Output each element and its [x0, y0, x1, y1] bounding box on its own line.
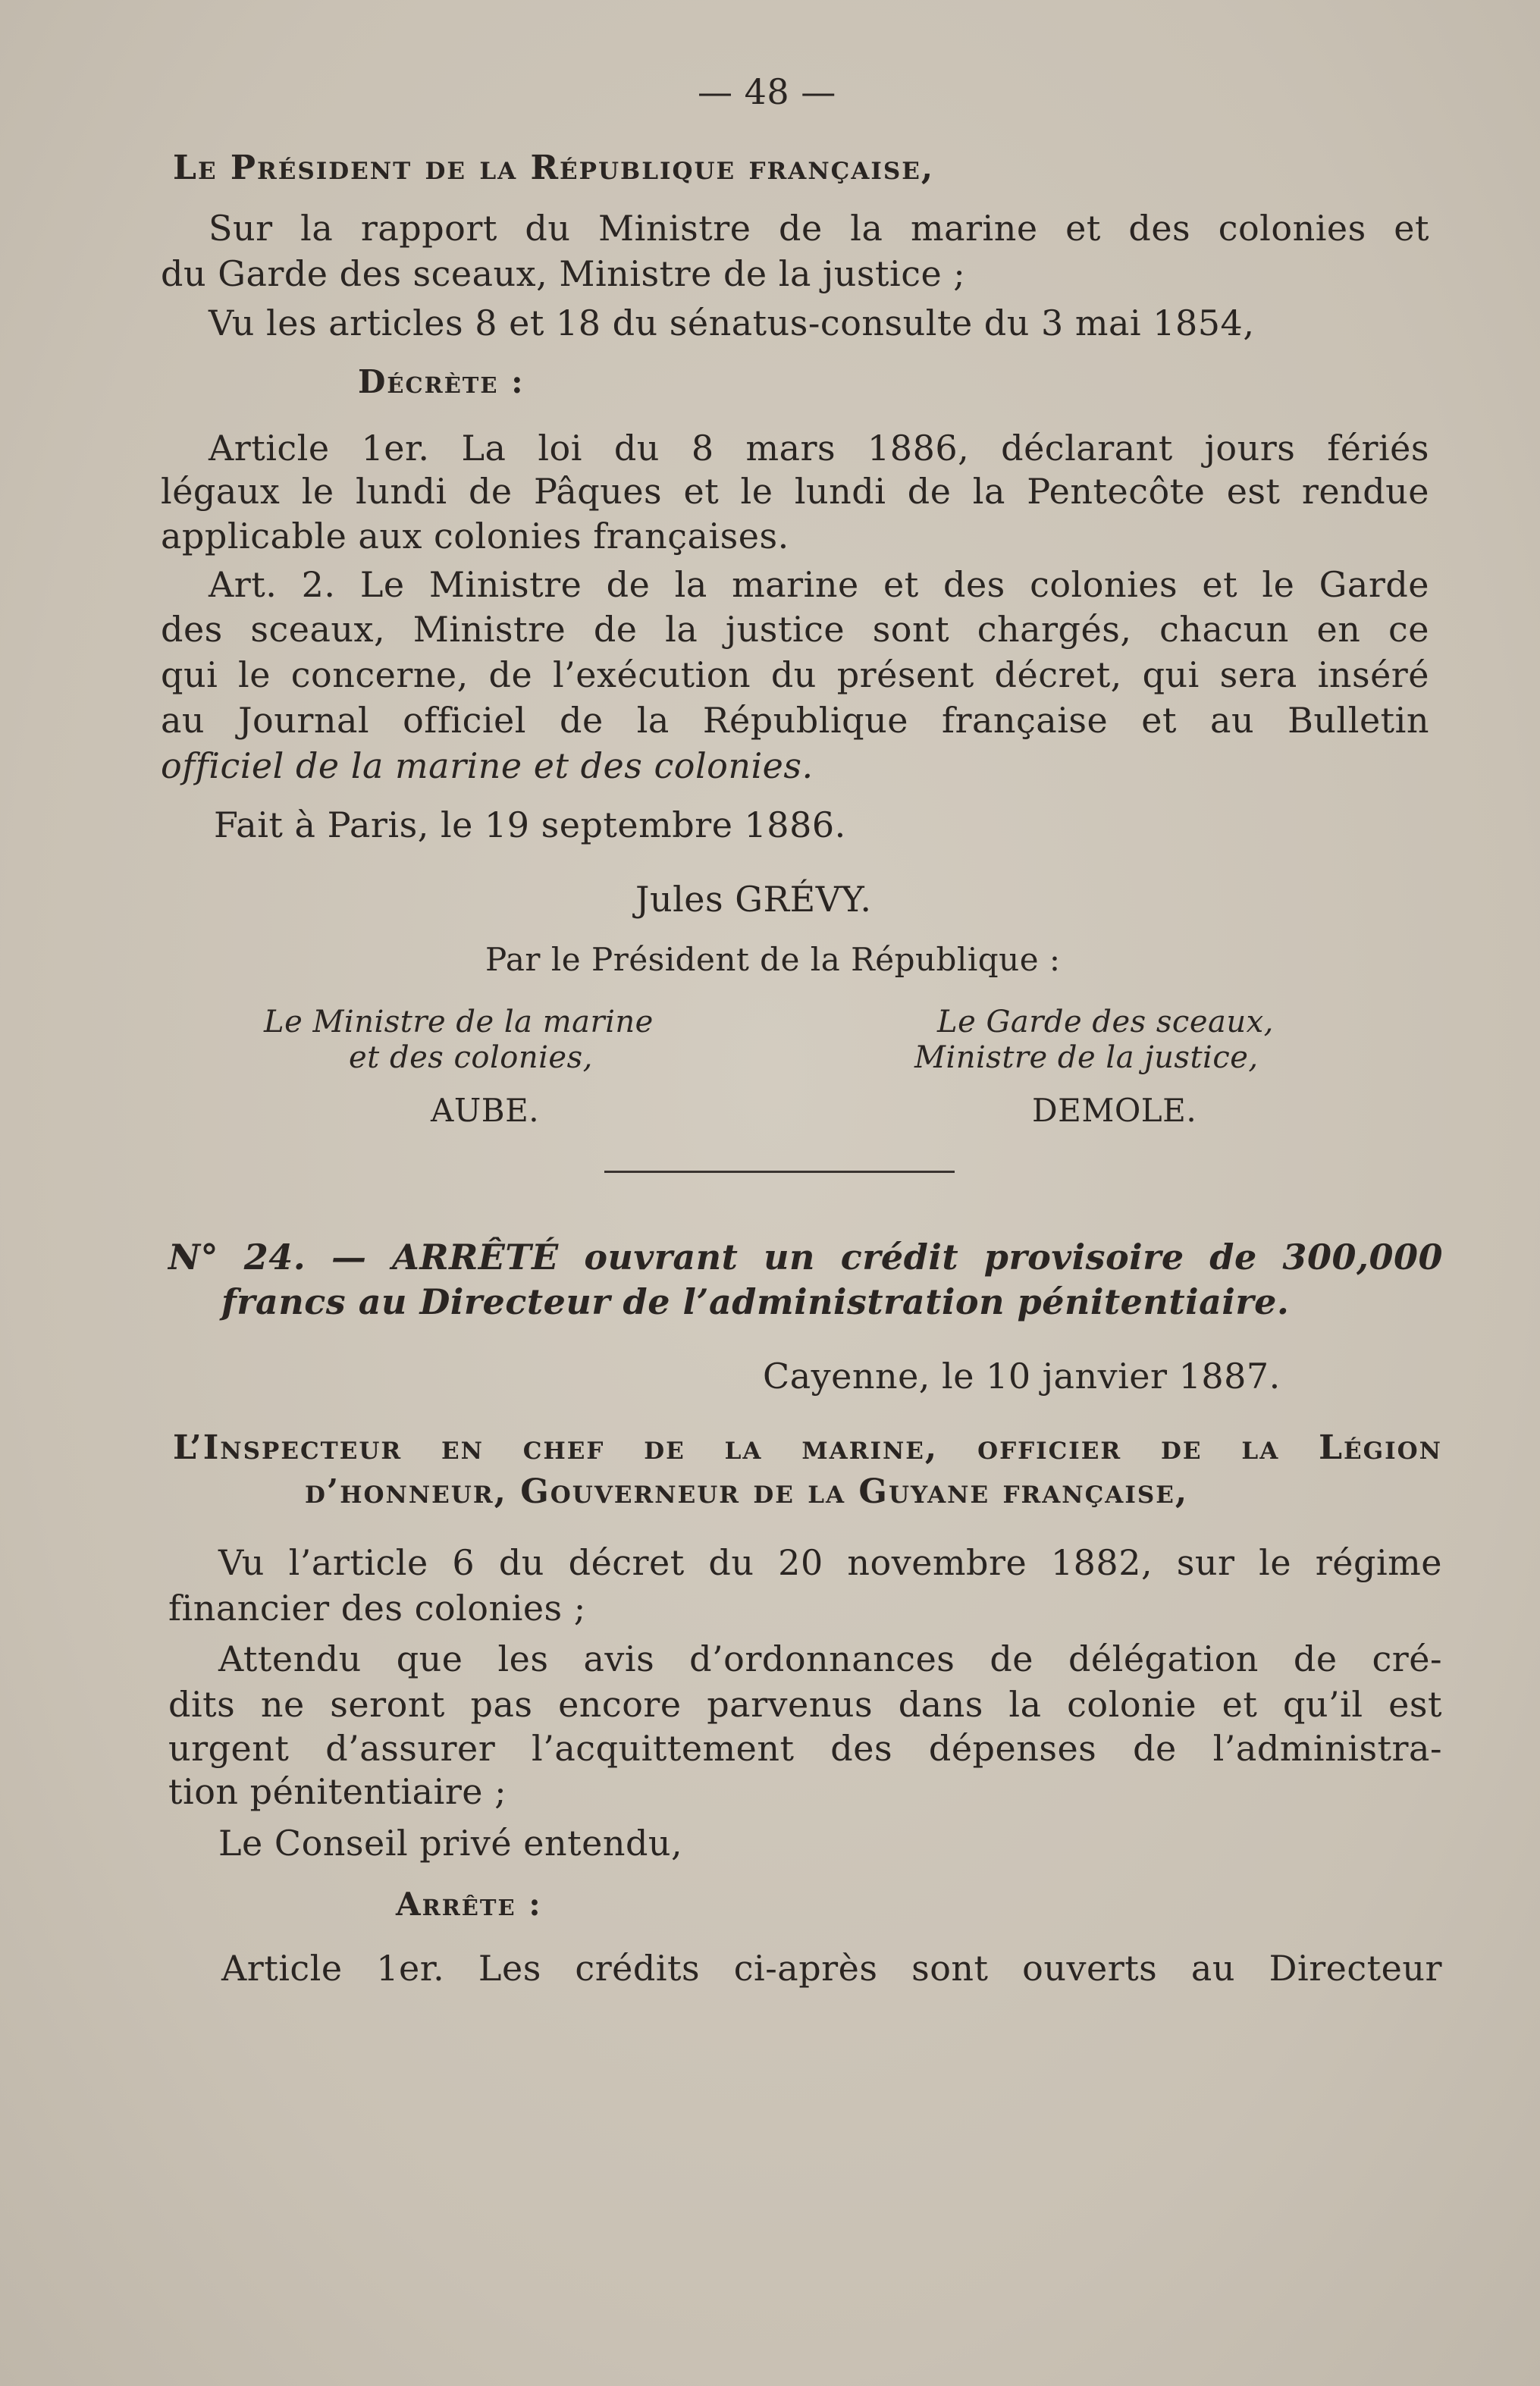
attendu-line: urgent d’assurer l’acquittement des dépenses de l’administra- — [168, 1728, 1442, 1769]
article-line: officiel de la marine et des colonies. — [161, 745, 814, 786]
par-le-president: Par le Président de la République : — [485, 941, 1061, 978]
article-line: Article 1er. La loi du 8 mars 1886, déclarant jours fériés — [209, 428, 1429, 469]
arrete-label: Arrête : — [396, 1886, 542, 1923]
attendu-line: dits ne seront pas encore parvenus dans la colonie et qu’il est — [168, 1684, 1442, 1725]
considerant-line: Vu les articles 8 et 18 du sénatus-consulte du 3 mai 1854, — [209, 303, 1255, 343]
article-line: qui le concerne, de l’exécution du présent décret, qui sera inséré — [161, 654, 1429, 695]
considerant-line: du Garde des sceaux, Ministre de la justice ; — [161, 253, 966, 294]
arrete-title: francs au Directeur de l’administration pénitentiaire. — [221, 1281, 1290, 1322]
article-line: Art. 2. Le Ministre de la marine et des colonies et le Garde — [209, 564, 1429, 605]
minister-left-title: et des colonies, — [349, 1040, 593, 1075]
issuer-line: L’Inspecteur en chef de la marine, officier de la Légion — [173, 1428, 1442, 1467]
president-signature: Jules GRÉVY. — [635, 879, 872, 920]
article-line: Article 1er. Les crédits ci-après sont ouverts au Directeur — [221, 1948, 1442, 1989]
minister-right-title: Le Garde des sceaux, — [937, 1005, 1274, 1039]
attendu-line: Attendu que les avis d’ordonnances de délégation de cré- — [218, 1638, 1442, 1679]
minister-left-name: AUBE. — [431, 1092, 540, 1129]
decree-header: Le Président de la République française, — [173, 149, 935, 187]
article-line: des sceaux, Ministre de la justice sont chargés, chacun en ce — [161, 609, 1429, 650]
issuer-line: d’honneur, Gouverneur de la Guyane française, — [305, 1472, 1189, 1511]
minister-left-title: Le Ministre de la marine — [264, 1005, 654, 1039]
article-line: légaux le lundi de Pâques et le lundi de la Pentecôte est rendue — [161, 471, 1429, 512]
minister-right-name: DEMOLE. — [1032, 1092, 1197, 1129]
page-number: — 48 — — [698, 71, 836, 112]
minister-right-title: Ministre de la justice, — [914, 1040, 1259, 1075]
vu-line: financier des colonies ; — [168, 1588, 586, 1629]
place-date: Cayenne, le 10 janvier 1887. — [763, 1356, 1281, 1397]
article-line: applicable aux colonies françaises. — [161, 516, 789, 557]
arrete-title: N° 24. — ARRÊTÉ ouvrant un crédit provisoire de 300,000 — [168, 1237, 1443, 1278]
decrete-label: Décrète : — [358, 363, 525, 400]
vu-line: Vu l’article 6 du décret du 20 novembre 1882, sur le régime — [218, 1542, 1442, 1583]
article-line: au Journal officiel de la République française et au Bulletin — [161, 700, 1429, 741]
attendu-line: tion pénitentiaire ; — [168, 1771, 507, 1812]
section-divider — [604, 1171, 955, 1173]
fait-line: Fait à Paris, le 19 septembre 1886. — [214, 804, 846, 845]
considerant-line: Sur la rapport du Ministre de la marine et des colonies et — [209, 208, 1429, 249]
conseil-line: Le Conseil privé entendu, — [218, 1823, 683, 1864]
